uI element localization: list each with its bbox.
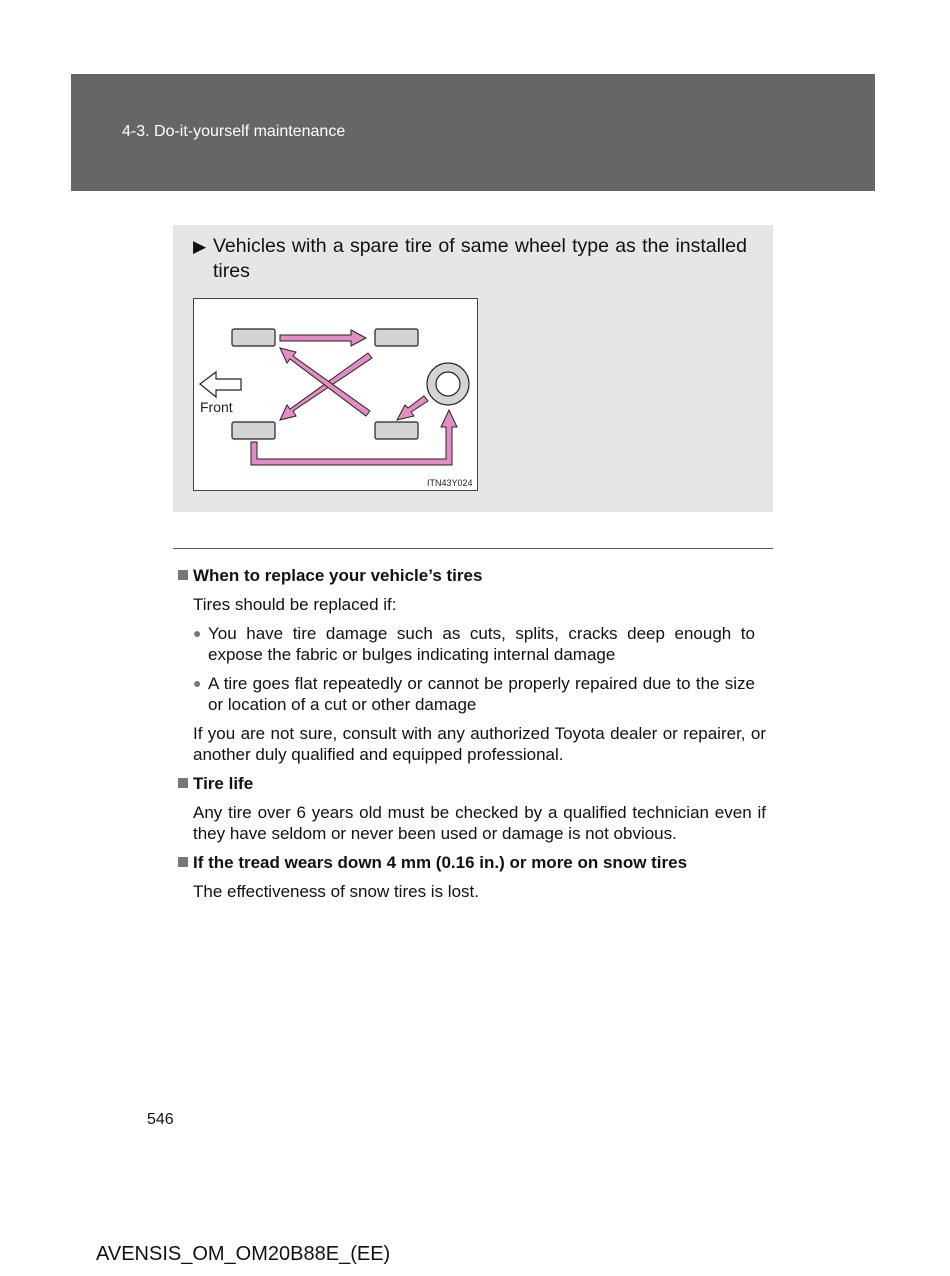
page-number: 546: [147, 1111, 174, 1128]
square-bullet-icon: [178, 778, 188, 788]
spare-tire: [427, 363, 469, 405]
circle-bullet-icon: ●: [193, 625, 202, 641]
rear-right-tire: [375, 422, 418, 439]
list-item-text: You have tire damage such as cuts, splits, cracks deep enough to expose the fabric or bulges indicating internal damage: [208, 624, 755, 664]
tire-rotation-svg: [194, 299, 477, 490]
header-band: [71, 74, 875, 191]
rotation-arrow-spare: [397, 396, 428, 420]
section-divider: [173, 548, 773, 549]
section-heading-text: Tire life: [193, 774, 254, 793]
list-item-text: A tire goes flat repeatedly or cannot be properly repaired due to the size or location of a cut or other damage: [208, 674, 755, 714]
section-heading-text: When to replace your vehicle’s tires: [193, 566, 483, 585]
triangle-bullet-icon: ▶: [193, 237, 207, 256]
circle-bullet-icon: ●: [193, 675, 202, 691]
rotation-arrow-top: [280, 330, 366, 346]
tire-rotation-diagram: [193, 298, 478, 491]
square-bullet-icon: [178, 570, 188, 580]
front-label: Front: [200, 399, 233, 415]
rotation-heading-text: Vehicles with a spare tire of same wheel type as the installed tires: [213, 235, 747, 282]
section-heading-text: If the tread wears down 4 mm (0.16 in.) or more on snow tires: [193, 853, 688, 872]
list-item: [178, 673, 766, 715]
figure-code: ITN43Y024: [427, 478, 473, 488]
front-right-tire: [232, 422, 275, 439]
snow-tires-body: The effectiveness of snow tires is lost.: [193, 882, 479, 901]
list-item: [178, 623, 766, 665]
rotation-heading: [193, 234, 747, 284]
section-heading-replace: [178, 565, 766, 586]
main-content: [178, 565, 766, 910]
replace-outro: If you are not sure, consult with any authorized Toyota dealer or repairer, or another duly qualified and equipped professional.: [193, 724, 766, 764]
rotation-arrow-diagonal-up: [280, 348, 370, 416]
square-bullet-icon: [178, 857, 188, 867]
section-heading-snow-tires: [178, 852, 766, 873]
document-code: AVENSIS_OM_OM20B88E_(EE): [96, 1243, 391, 1265]
front-left-tire: [232, 329, 275, 346]
rotation-box: [173, 225, 773, 512]
rear-left-tire: [375, 329, 418, 346]
tire-life-body: Any tire over 6 years old must be checked by a qualified technician even if they have seldom or never been used or damage is not obvious.: [193, 803, 766, 843]
replace-intro: Tires should be replaced if:: [193, 595, 397, 614]
section-heading-tire-life: [178, 773, 766, 794]
front-arrow-icon: [200, 372, 241, 397]
section-title: 4-3. Do-it-yourself maintenance: [122, 123, 346, 140]
